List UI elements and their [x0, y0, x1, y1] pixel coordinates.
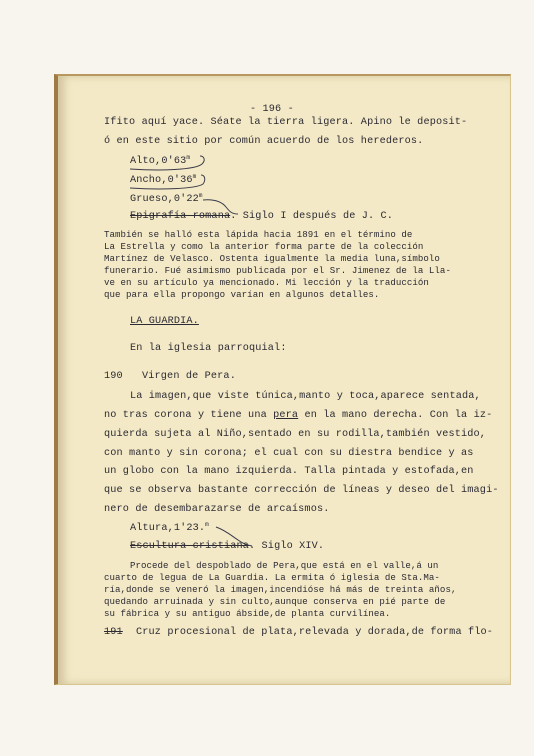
text-line: También se halló esta lápida hacia 1891 en el término de	[104, 229, 413, 240]
catalog-number-191: 191	[104, 627, 123, 638]
measurement-grueso: Grueso,0'22$^m$	[130, 192, 203, 205]
text-line: que se observa bastante corrección de líneas y deseo del imagi-	[104, 485, 499, 496]
text-line: con manto y sin corona; el cual con su diestra bendice y as	[104, 448, 474, 459]
classification-line: Escultura cristiana. Siglo XIV.	[130, 541, 325, 552]
text-line: ó en este sitio por común acuerdo de los herederos.	[104, 136, 424, 147]
section-heading: LA GUARDIA.	[130, 316, 199, 327]
text-line: funerario. Fué asimismo publicada por el Sr. Jimenez de la Lla-	[104, 265, 451, 276]
text-line: quedando arruinada y sin culto,aunque conserva en pié parte de	[104, 596, 446, 607]
measurement-altura: Altura,1'23.$^m$	[130, 521, 209, 534]
catalog-number-190: 190	[104, 371, 123, 382]
text-line: Ifito aquí yace. Séate la tierra ligera. Apino le deposit-	[104, 117, 468, 128]
text-line: cuarto de legua de La Guardia. La ermita ó iglesia de Sta.Ma-	[104, 572, 440, 583]
text-line: Procede del despoblado de Pera,que está en el valle,á un	[130, 560, 439, 571]
text-line: un globo con la mano izquierda. Talla pintada y estofada,en	[104, 466, 474, 477]
text-line: que para ella propongo varían en algunos detalles.	[104, 289, 380, 300]
text-line: La Estrella y como la anterior forma parte de la colección	[104, 241, 424, 252]
item-title: Cruz procesional de plata,relevada y dorada,de forma flo-	[136, 627, 494, 638]
measurement-alto: Alto,0'63$^m$	[130, 154, 191, 167]
text-line: no tras corona y tiene una pera en la mano derecha. Con la iz-	[104, 410, 493, 421]
text-line: quierda sujeta al Niño,sentado en su rodilla,también vestido,	[104, 429, 487, 440]
text-line: La imagen,que viste túnica,manto y toca,aparece sentada,	[130, 391, 481, 402]
text-line: Martínez de Velasco. Ostenta igualmente la media luna,símbolo	[104, 253, 440, 264]
text-line: ve en su artículo ya mencionado. Mi lección y la traducción	[104, 277, 429, 288]
item-title: Virgen de Pera.	[142, 371, 236, 382]
text-line: su fábrica y su antiguo ábside,de planta curvilínea.	[104, 608, 391, 619]
classification-line: Epigrafía romana. Siglo I después de J. C.	[130, 211, 394, 222]
measurement-ancho: Ancho,0'36$^m$	[130, 173, 197, 186]
text-line: nero de desembarazarse de arcaísmos.	[104, 504, 330, 515]
page-number: - 196 -	[250, 104, 294, 115]
text-line: ría,donde se veneró la imagen,incendióse há más de treinta años,	[104, 584, 457, 595]
text-line: En la iglesia parroquial:	[130, 343, 287, 354]
